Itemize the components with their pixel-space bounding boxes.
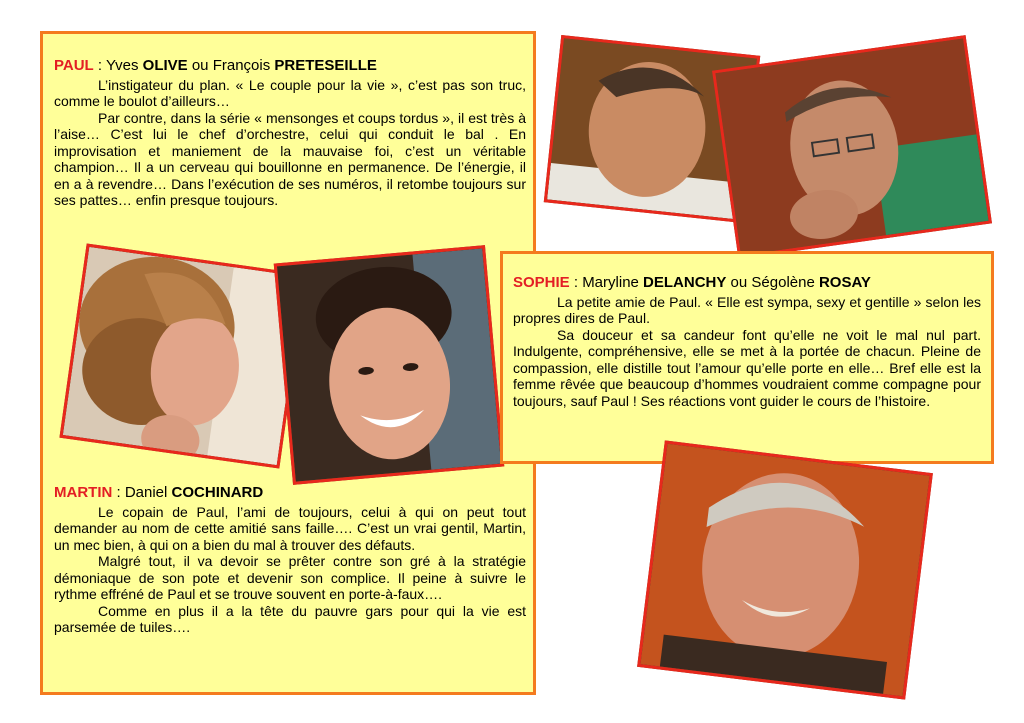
paul-heading: PAUL : Yves OLIVE ou François PRETESEILLE — [54, 57, 377, 74]
older-man-smiling-portrait — [640, 444, 929, 697]
martin-actor-1: COCHINARD — [171, 484, 264, 501]
man-glasses-portrait — [715, 38, 988, 255]
paul-paragraph-2: Par contre, dans la série « mensonges et coups tordus », il est très à l’aise… C’est lui le chef d’orchestre, celui qui conduit le bal . En improvisation et maniement de la mauvaise foi, c’est un véritable champion… Il a un cerveau qui bouillonne en permanence. De l’énergie, il en a à revendre… Dans l’exécution de ses numéros, il retombe toujours sur ses pattes… enfin presque toujours. — [54, 109, 526, 208]
martin-role-name: MARTIN — [54, 484, 113, 501]
paul-section — [54, 58, 526, 209]
sophie-photo-1 — [59, 244, 306, 469]
martin-section — [54, 485, 526, 636]
martin-photo — [637, 440, 933, 699]
paul-role-name: PAUL — [54, 57, 94, 74]
paul-paragraph-1: L’instigateur du plan. « Le couple pour la vie », c’est pas son truc, comme le boulot d’ailleurs… — [54, 76, 526, 109]
sophie-paragraph-2: Sa douceur et sa candeur font qu’elle ne voit le mal nul part. Indulgente, compréhensive, elle se met à la portée de chacun. Pleine de compassion, elle distille tout l’amour qu’elle porte en elle… Bref elle est la femme rêvée que beaucoup d’hommes voudraient comme compagne pour toujours, sauf Paul ! Ses réactions vont guider le cours de l’histoire. — [513, 326, 981, 409]
martin-paragraph-2: Malgré tout, il va devoir se prêter contre son gré à la stratégie démoniaque de son pote et devenir son complice. Il peine à suivre le rythme effréné de Paul et se trouve souvent en porte-à-faux…. — [54, 553, 526, 602]
sophie-actor-1: DELANCHY — [643, 274, 727, 291]
woman-smiling-portrait — [277, 248, 501, 481]
sophie-role-name: SOPHIE — [513, 274, 570, 291]
paul-photo-2 — [712, 35, 992, 259]
sophie-photo-2 — [274, 245, 505, 485]
martin-paragraph-1: Le copain de Paul, l’ami de toujours, celui à qui on peut tout demander au nom de cette amitié sans faille…. C’est un vrai gentil, Martin, un mec bien, à qui on a bien du mal à trouver des défauts. — [54, 503, 526, 553]
sophie-heading: SOPHIE : Maryline DELANCHY ou Ségolène ROSAY — [513, 274, 871, 291]
sophie-paragraph-1: La petite amie de Paul. « Elle est sympa, sexy et gentille » selon les propres dires de Paul. — [513, 293, 981, 326]
sophie-section — [513, 275, 981, 409]
martin-heading: MARTIN : Daniel COCHINARD — [54, 484, 264, 501]
woman-curly-portrait — [63, 247, 303, 465]
paul-actor-2: PRETESEILLE — [274, 57, 377, 74]
sophie-actor-2: ROSAY — [818, 274, 871, 291]
paul-actor-1: OLIVE — [142, 57, 188, 74]
martin-paragraph-3: Comme en plus il a la tête du pauvre gars pour qui la vie est parsemée de tuiles…. — [54, 602, 526, 635]
